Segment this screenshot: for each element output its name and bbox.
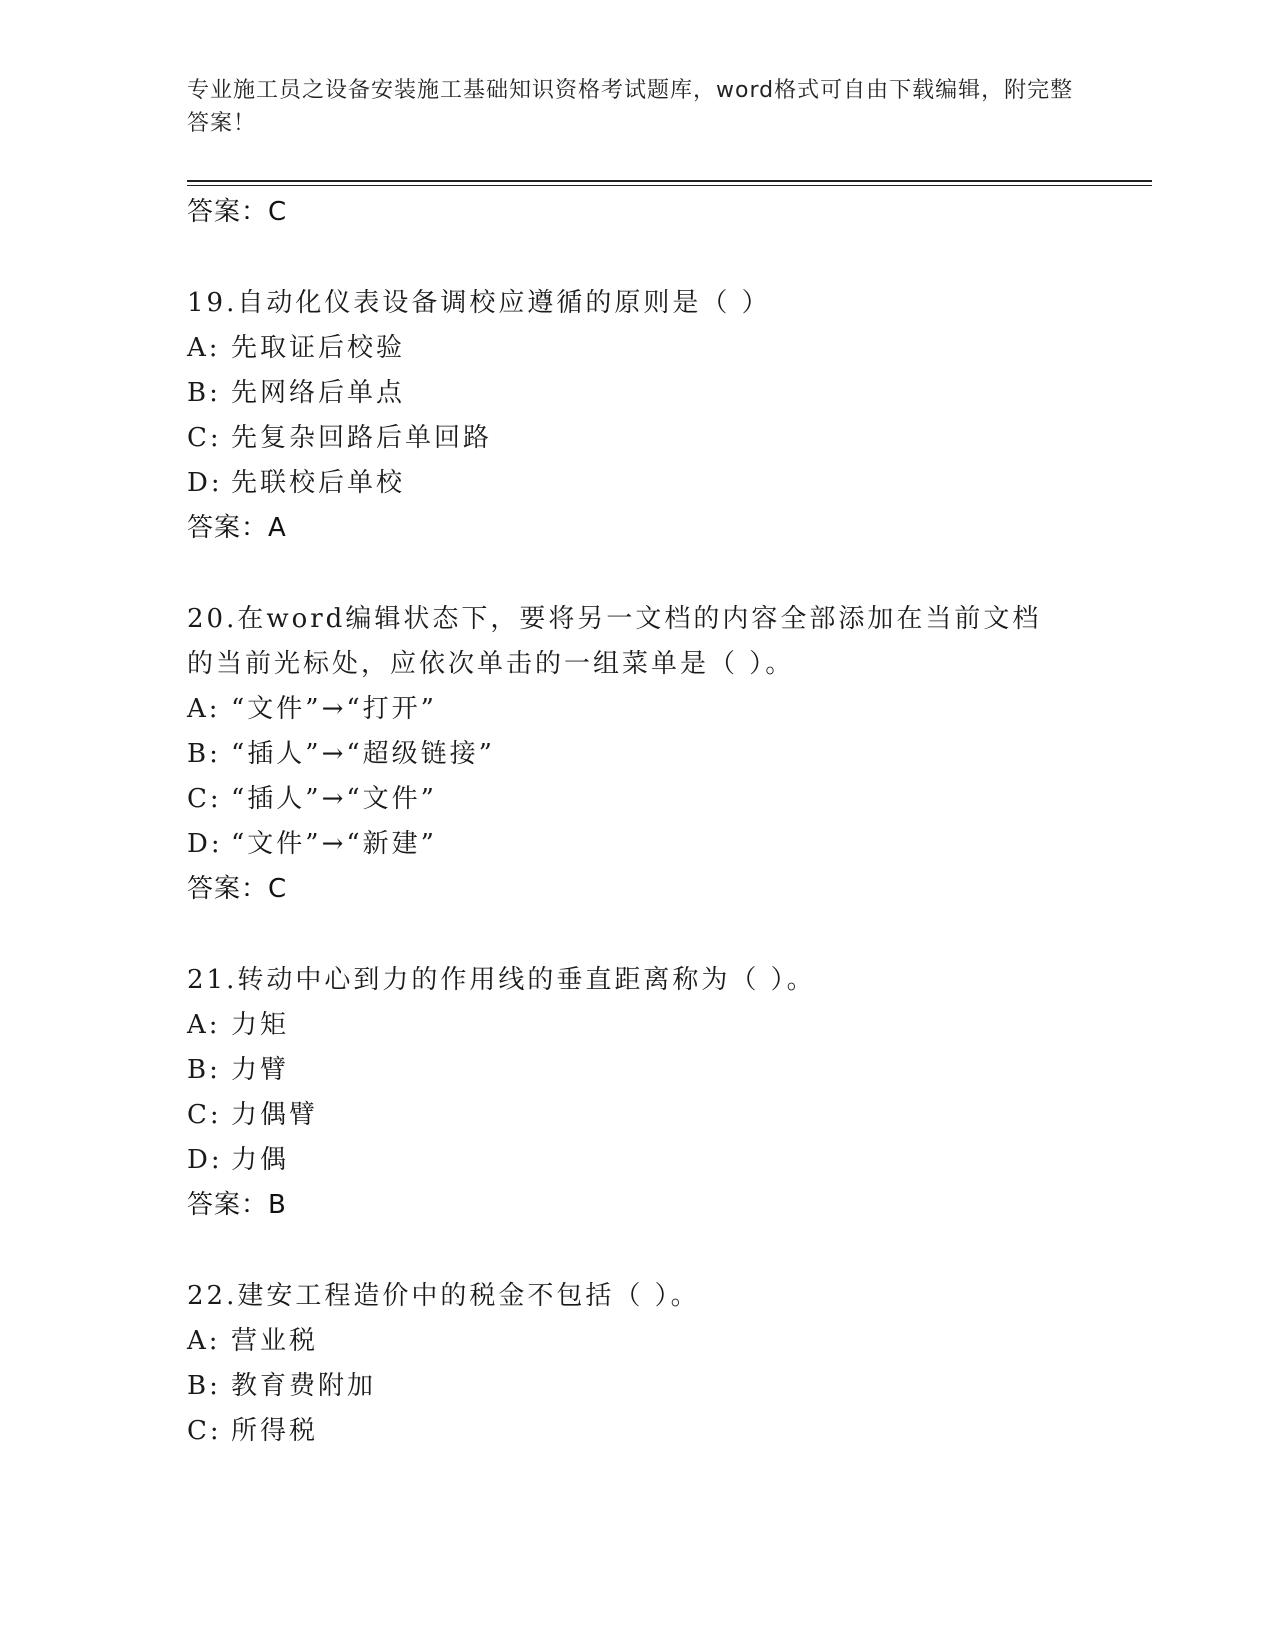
option-b bbox=[187, 1364, 1067, 1409]
option-text: 先取证后校验 bbox=[231, 333, 406, 363]
document-header: 专业施工员之设备安装施工基础知识资格考试题库，word格式可自由下载编辑，附完整答案！ bbox=[187, 78, 1074, 136]
option-text: “插人”→“文件” bbox=[231, 784, 437, 814]
option-c bbox=[187, 1093, 1067, 1138]
option-b bbox=[187, 732, 1067, 777]
question-item bbox=[187, 281, 1067, 551]
option-label: B: bbox=[187, 1055, 221, 1085]
option-d bbox=[187, 461, 1067, 506]
option-b bbox=[187, 1048, 1067, 1093]
answer-line: 答案：C bbox=[187, 874, 288, 904]
option-text: “文件”→“新建” bbox=[231, 829, 437, 859]
option-text: 先联校后单校 bbox=[231, 468, 406, 498]
option-text: “文件”→“打开” bbox=[231, 694, 437, 724]
question-item bbox=[187, 597, 1067, 912]
option-text: 所得税 bbox=[231, 1416, 319, 1446]
question-item bbox=[187, 958, 1067, 1228]
option-a bbox=[187, 1319, 1067, 1364]
option-label: A: bbox=[187, 1326, 221, 1356]
question-stem: 21.转动中心到力的作用线的垂直距离称为（ ）。 bbox=[187, 965, 816, 995]
option-text: 力偶 bbox=[231, 1145, 290, 1175]
question-item bbox=[187, 1274, 1067, 1454]
option-b bbox=[187, 371, 1067, 416]
option-text: 教育费附加 bbox=[231, 1371, 377, 1401]
option-label: D: bbox=[187, 468, 223, 498]
option-label: A: bbox=[187, 1010, 221, 1040]
option-a bbox=[187, 1003, 1067, 1048]
option-label: A: bbox=[187, 333, 221, 363]
option-d bbox=[187, 1138, 1067, 1183]
option-label: C: bbox=[187, 1416, 222, 1446]
option-label: C: bbox=[187, 784, 222, 814]
option-a bbox=[187, 687, 1067, 732]
option-label: B: bbox=[187, 1371, 221, 1401]
option-label: C: bbox=[187, 1100, 222, 1130]
question-stem: 19.自动化仪表设备调校应遵循的原则是（ ） bbox=[187, 288, 771, 318]
option-text: “插人”→“超级链接” bbox=[231, 739, 495, 769]
header-rule-thick bbox=[187, 180, 1152, 182]
answer-line: 答案：C bbox=[187, 197, 288, 227]
option-text: 力矩 bbox=[231, 1010, 290, 1040]
option-label: D: bbox=[187, 829, 223, 859]
option-c bbox=[187, 777, 1067, 822]
question-list bbox=[187, 190, 1067, 1454]
option-text: 力臂 bbox=[231, 1055, 290, 1085]
option-c bbox=[187, 416, 1067, 461]
answer-line: 答案：B bbox=[187, 1190, 287, 1220]
option-label: C: bbox=[187, 423, 222, 453]
option-label: B: bbox=[187, 739, 221, 769]
answer-line: 答案：A bbox=[187, 513, 287, 543]
question-stem: 22.建安工程造价中的税金不包括（ ）。 bbox=[187, 1281, 700, 1311]
option-text: 先复杂回路后单回路 bbox=[231, 423, 493, 453]
header-rule-thin bbox=[187, 185, 1152, 186]
option-d bbox=[187, 822, 1067, 867]
option-text: 先网络后单点 bbox=[231, 378, 406, 408]
question-stem: 20.在word编辑状态下，要将另一文档的内容全部添加在当前文档的当前光标处，应依次单击的一组菜单是（ ）。 bbox=[187, 604, 1042, 679]
option-label: A: bbox=[187, 694, 221, 724]
option-label: D: bbox=[187, 1145, 223, 1175]
option-a bbox=[187, 326, 1067, 371]
option-text: 力偶臂 bbox=[231, 1100, 319, 1130]
option-label: B: bbox=[187, 378, 221, 408]
option-c bbox=[187, 1409, 1067, 1454]
option-text: 营业税 bbox=[231, 1326, 319, 1356]
